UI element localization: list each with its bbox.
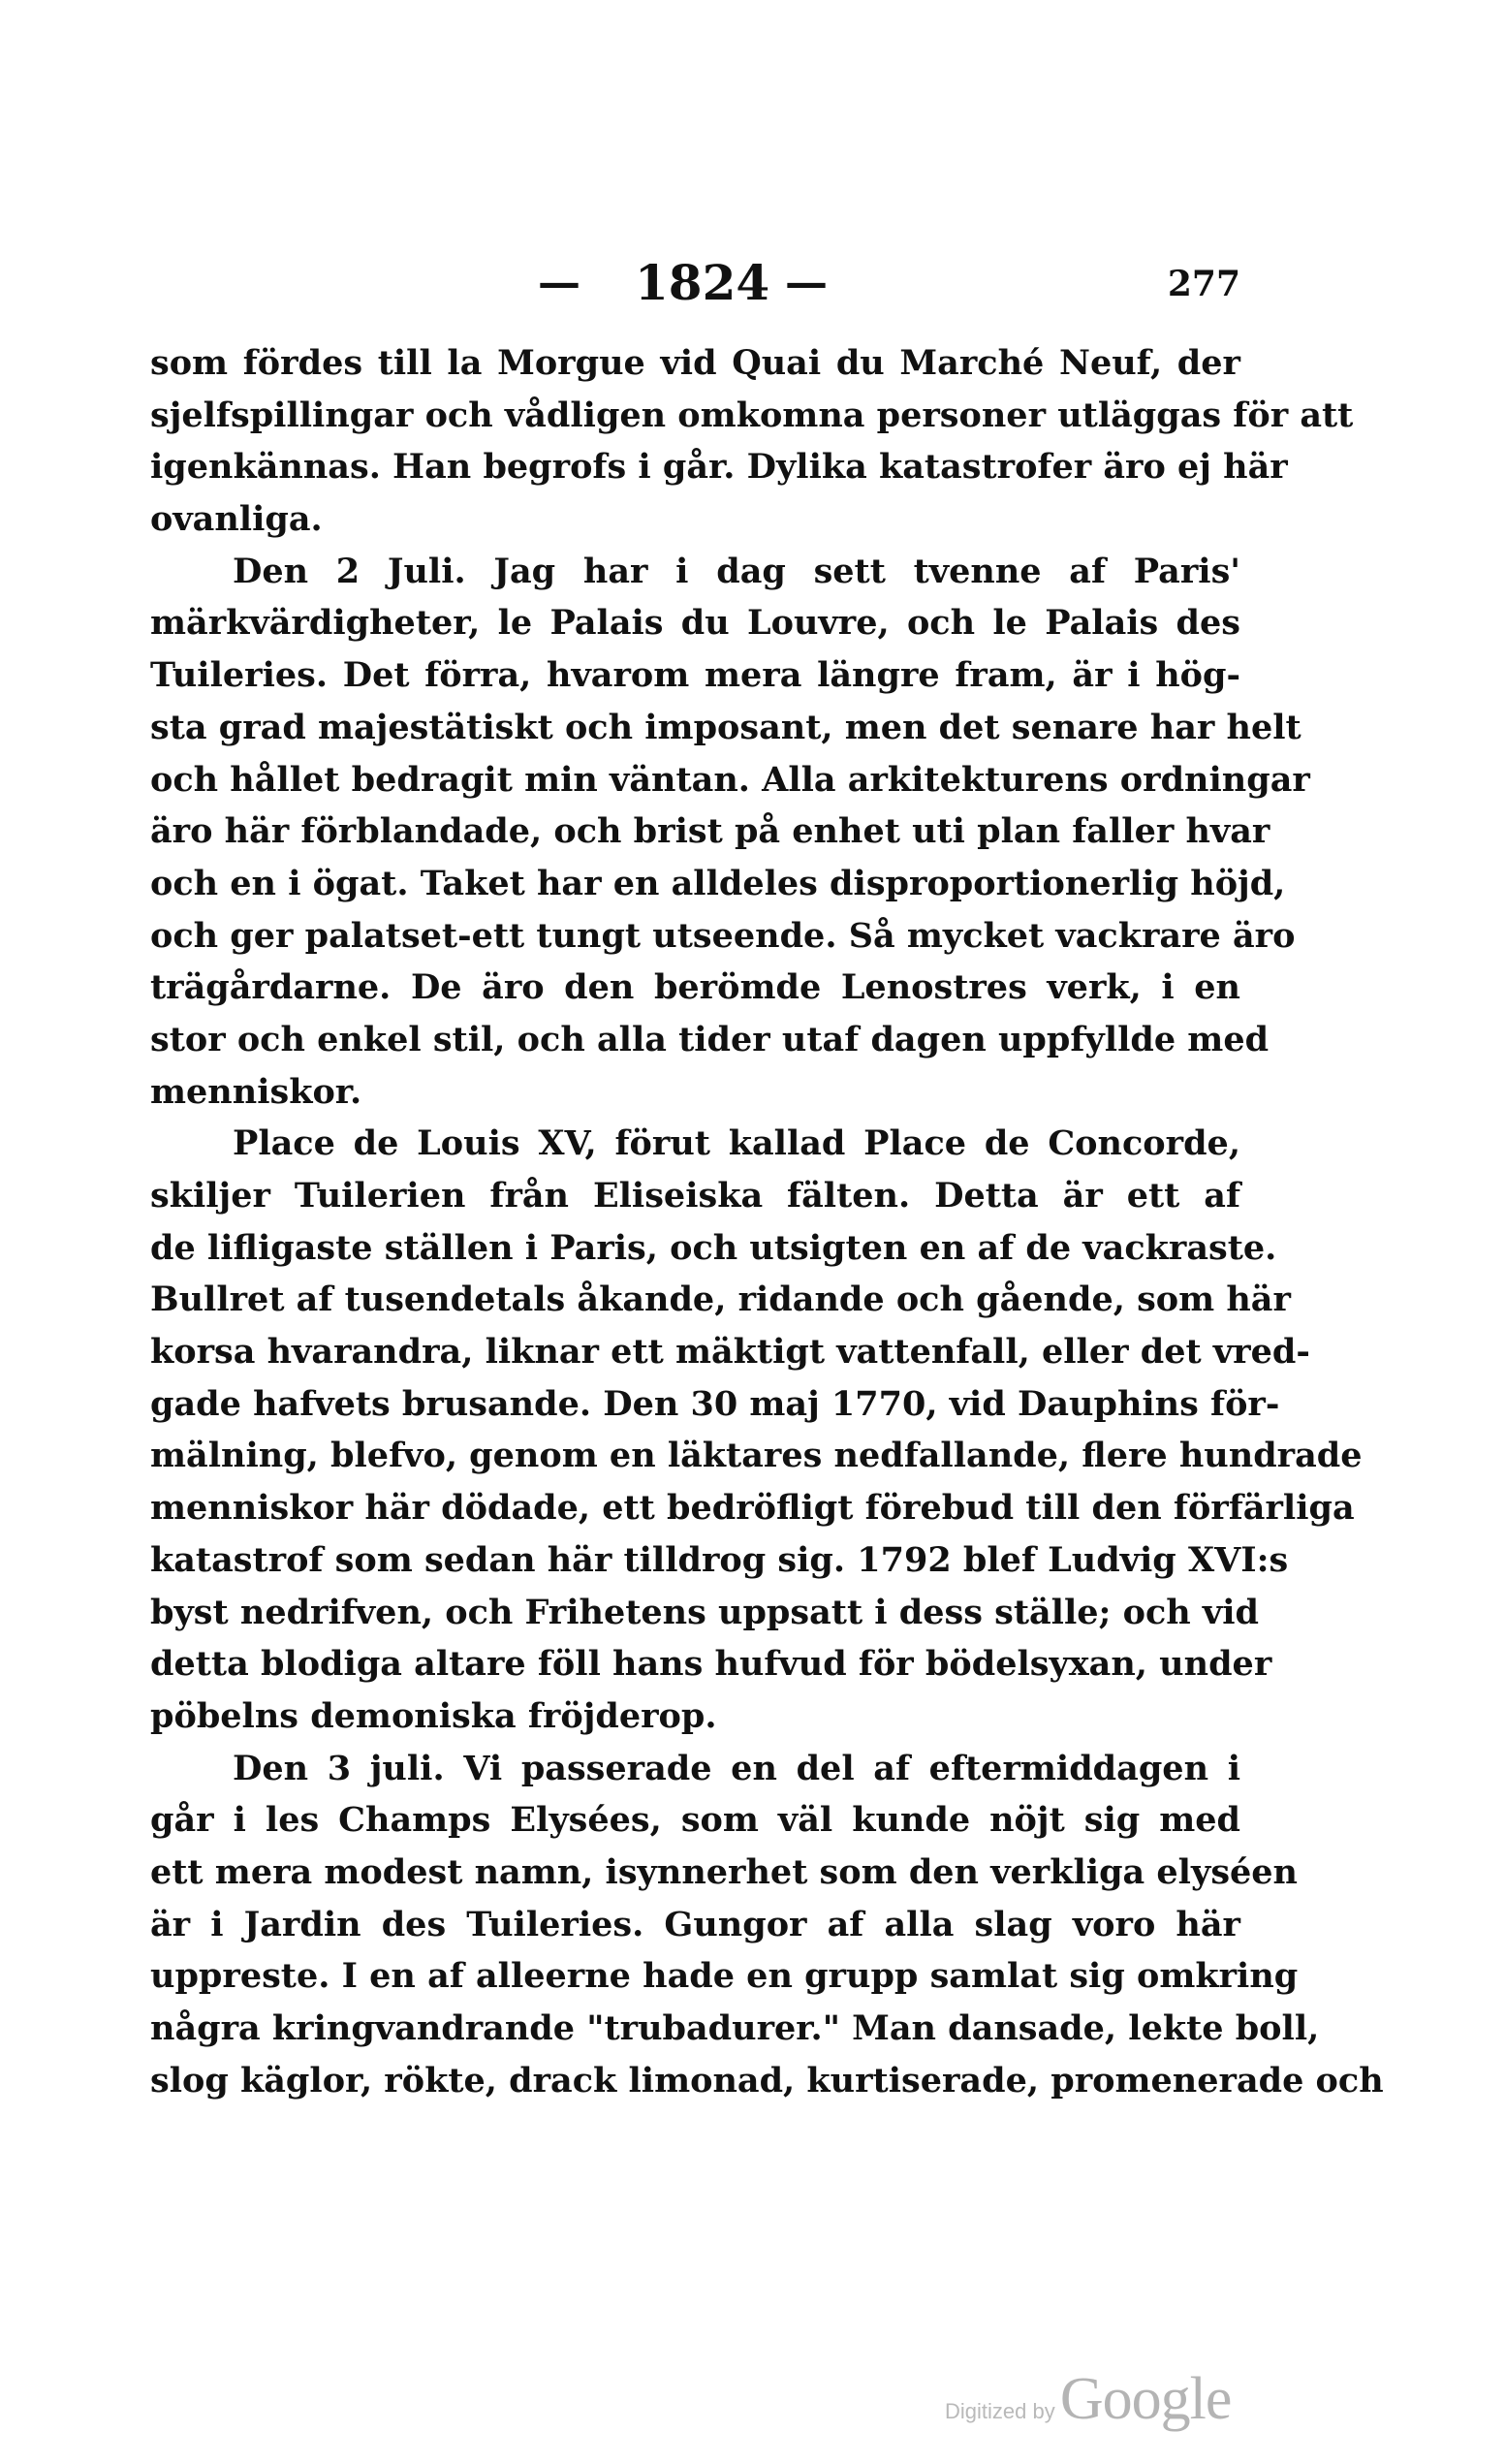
text-line: går i les Champs Elysées, som väl kunde nöjt sig med [150, 1800, 1240, 1841]
running-head [150, 254, 1240, 312]
text-line: korsa hvarandra, liknar ett mäktigt vattenfall, eller det vred- [150, 1332, 1310, 1373]
text-line: ett mera modest namn, isynnerhet som den verkliga elyséen [150, 1851, 1299, 1892]
text-line: gade hafvets brusande. Den 30 maj 1770, vid Dauphins för- [150, 1383, 1280, 1424]
text-line: igenkännas. Han begrofs i går. Dylika katastrofer äro ej här [150, 447, 1288, 488]
header-dash-left: — [538, 258, 580, 307]
text-line: de lifligaste ställen i Paris, och utsigten en af de vackraste. [150, 1227, 1277, 1268]
text-line: mälning, blefvo, genom en läktares nedfallande, flere hundrade [150, 1436, 1363, 1476]
text-line: menniskor. [150, 1071, 362, 1112]
text-line: sjelfspillingar och vådligen omkomna personer utläggas för att [150, 395, 1354, 435]
body-text [150, 337, 1384, 2106]
text-line: uppreste. I en af alleerne hade en grupp samlat sig omkring [150, 1956, 1299, 1997]
text-line: Tuileries. Det förra, hvarom mera längre fram, är i hög- [150, 655, 1240, 696]
digitized-watermark [945, 2365, 1231, 2433]
text-line: Den 3 juli. Vi passerade en del af eftermiddagen i [233, 1748, 1240, 1788]
text-line: som fördes till la Morgue vid Quai du Marché Neuf, der [150, 343, 1240, 383]
text-line: och ger palatset-ett tungt utseende. Så mycket vackrare äro [150, 915, 1296, 956]
text-line: märkvärdigheter, le Palais du Louvre, och le Palais des [150, 603, 1240, 644]
text-line: och en i ögat. Taket har en alldeles disproportionerlig höjd, [150, 863, 1286, 903]
header-year: 1824 [635, 254, 770, 311]
text-line: några kringvandrande "trubadurer." Man dansade, lekte boll, [150, 2008, 1320, 2048]
text-line: äro här förblandade, och brist på enhet uti plan faller hvar [150, 811, 1270, 852]
digitized-by-label: Digitized by [945, 2399, 1055, 2423]
text-line: menniskor här dödade, ett bedröfligt förebud till den förfärliga [150, 1488, 1355, 1529]
text-line: skiljer Tuilerien från Eliseiska fälten. Detta är ett af [150, 1176, 1240, 1216]
text-line: slog käglor, rökte, drack limonad, kurtiserade, promenerade och [150, 2060, 1384, 2101]
text-line: stor och enkel stil, och alla tider utaf dagen uppfyllde med [150, 1019, 1270, 1059]
text-line: byst nedrifven, och Frihetens uppsatt i dess ställe; och vid [150, 1592, 1260, 1632]
text-line: Place de Louis XV, förut kallad Place de Concorde, [233, 1123, 1240, 1164]
text-line: är i Jardin des Tuileries. Gungor af alla slag voro här [150, 1904, 1240, 1944]
text-line: detta blodiga altare föll hans hufvud för bödelsyxan, under [150, 1644, 1272, 1685]
google-logo: Google [1059, 2366, 1232, 2432]
text-line: och hållet bedragit min väntan. Alla arkitekturens ordningar [150, 759, 1310, 800]
text-line: Den 2 Juli. Jag har i dag sett tvenne af Paris' [233, 551, 1240, 591]
text-line: pöbelns demoniska fröjderop. [150, 1695, 717, 1736]
text-line: sta grad majestätiskt och imposant, men det senare har helt [150, 707, 1301, 747]
text-line: katastrof som sedan här tilldrog sig. 1792 blef Ludvig XVI:s [150, 1539, 1289, 1580]
text-line: Bullret af tusendetals åkande, ridande och gående, som här [150, 1279, 1291, 1320]
text-line: ovanliga. [150, 499, 323, 540]
page-number: 277 [1167, 264, 1240, 304]
header-dash-right: — [785, 258, 828, 307]
text-line: trägårdarne. De äro den berömde Lenostres verk, i en [150, 967, 1240, 1008]
